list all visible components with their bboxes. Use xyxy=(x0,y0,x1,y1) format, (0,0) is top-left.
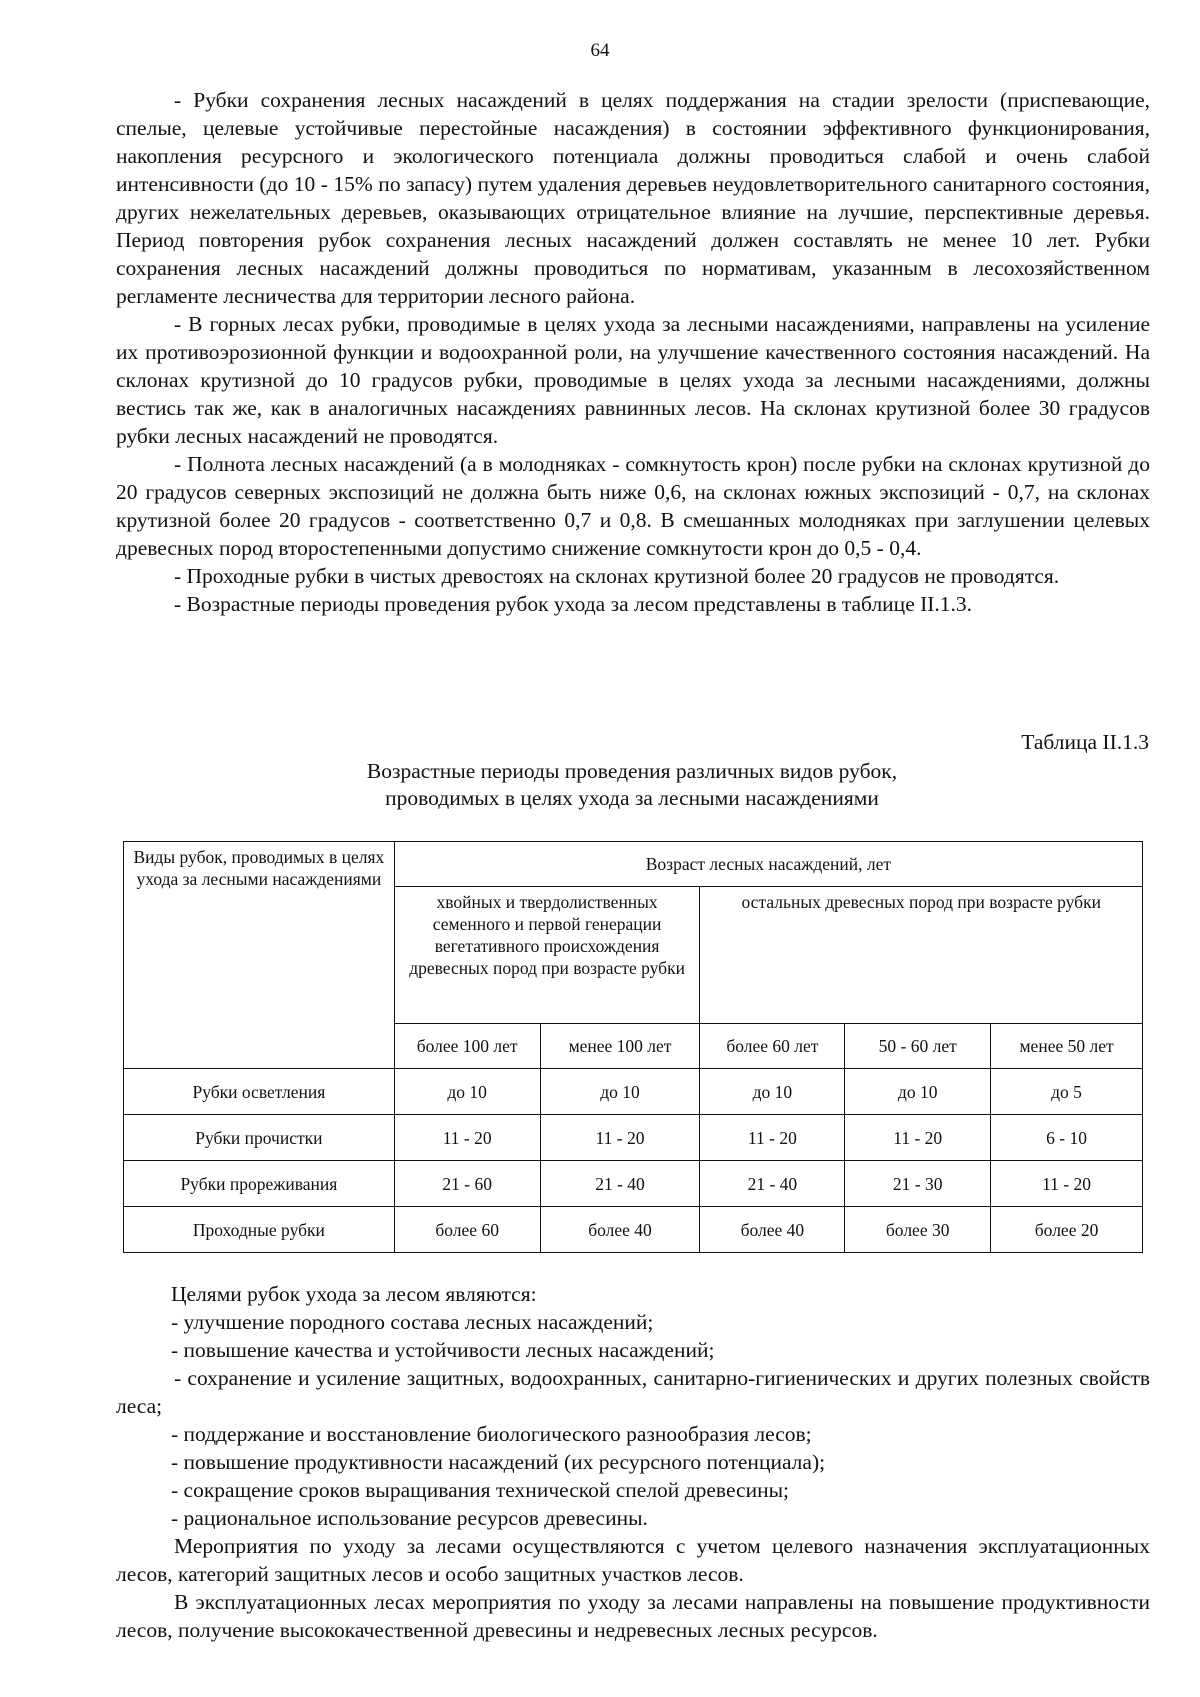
row-name-cell: Рубки прочистки xyxy=(124,1115,395,1161)
table-cell: до 10 xyxy=(700,1069,845,1115)
age-periods-table xyxy=(123,841,1143,1253)
table-caption-line: проводимых в целях ухода за лесными насаждениями xyxy=(385,786,879,810)
table-cell: 11 - 20 xyxy=(991,1161,1143,1207)
table-header-row xyxy=(124,842,1143,887)
header-cell-type: Виды рубок, проводимых в целях ухода за лесными насаждениями xyxy=(124,842,395,1069)
paragraph: - Полнота лесных насаждений (а в молодняках - сомкнутость крон) после рубки на склонах крутизной до 20 градусов северных экспозиций не должна быть ниже 0,6, на склонах южных экспозиций - 0,7, на склонах крутизной более 20 градусов - соответственно 0,7 и 0,8. В смешанных молодняках при заглушении целевых древесных пород второстепенными допустимо снижение сомкнутости крон до 0,5 - 0,4. xyxy=(116,452,1150,560)
table-caption-line: Возрастные периоды проведения различных видов рубок, xyxy=(366,759,898,783)
body-text-top xyxy=(116,86,1150,618)
list-item: - сокращение сроков выращивания технической спелой древесины; xyxy=(171,1478,789,1502)
subheader-cell: более 100 лет xyxy=(394,1024,540,1069)
list-item: - улучшение породного состава лесных насаждений; xyxy=(171,1310,654,1334)
table-cell: 21 - 40 xyxy=(700,1161,845,1207)
list-item: - рациональное использование ресурсов древесины. xyxy=(171,1506,648,1530)
list-item: - сохранение и усиление защитных, водоохранных, санитарно-гигиенических и других полезных свойств леса; xyxy=(116,1366,1150,1418)
body-text-bottom xyxy=(116,1280,1150,1644)
table-row xyxy=(124,1207,1143,1253)
table-cell: 6 - 10 xyxy=(991,1115,1143,1161)
paragraph: - Возрастные периоды проведения рубок ухода за лесом представлены в таблице II.1.3. xyxy=(174,592,973,616)
table-cell: более 60 xyxy=(394,1207,540,1253)
row-name-cell: Проходные рубки xyxy=(124,1207,395,1253)
table-cell: до 10 xyxy=(540,1069,700,1115)
list-item: - поддержание и восстановление биологического разнообразия лесов; xyxy=(171,1422,812,1446)
table-caption xyxy=(0,758,1200,812)
table-cell: 21 - 40 xyxy=(540,1161,700,1207)
paragraph: В эксплуатационных лесах мероприятия по уходу за лесами направлены на повышение продуктивности лесов, получение высококачественной древесины и недревесных лесных ресурсов. xyxy=(116,1590,1150,1642)
page-number: 64 xyxy=(590,40,610,61)
table-cell: 11 - 20 xyxy=(394,1115,540,1161)
table-cell: до 5 xyxy=(991,1069,1143,1115)
table-row xyxy=(124,1161,1143,1207)
subheader-cell: 50 - 60 лет xyxy=(845,1024,991,1069)
table-label: Таблица II.1.3 xyxy=(1021,730,1149,754)
row-name-cell: Рубки осветления xyxy=(124,1069,395,1115)
row-name-cell: Рубки прореживания xyxy=(124,1161,395,1207)
paragraph: - В горных лесах рубки, проводимые в целях ухода за лесными насаждениями, направлены на усиление их противоэрозионной функции и водоохранной роли, на улучшение качественного состояния насаждений. На склонах крутизной до 10 градусов рубки, проводимые в целях ухода за лесными насаждениями, должны вестись так же, как в аналогичных насаждениях равнинных лесов. На склонах крутизной более 30 градусов рубки лесных насаждений не проводятся. xyxy=(116,312,1150,448)
table-cell: до 10 xyxy=(845,1069,991,1115)
paragraph: - Проходные рубки в чистых древостоях на склонах крутизной более 20 градусов не проводятся. xyxy=(174,564,1060,588)
list-item: - повышение качества и устойчивости лесных насаждений; xyxy=(171,1338,715,1362)
table-cell: до 10 xyxy=(394,1069,540,1115)
table-cell: более 40 xyxy=(540,1207,700,1253)
table-cell: 21 - 30 xyxy=(845,1161,991,1207)
subheader-cell: более 60 лет xyxy=(700,1024,845,1069)
table-cell: более 30 xyxy=(845,1207,991,1253)
table-row xyxy=(124,1069,1143,1115)
header-cell-group2: остальных древесных пород при возрасте рубки xyxy=(700,887,1143,1024)
table-cell: 11 - 20 xyxy=(540,1115,700,1161)
paragraph: Мероприятия по уходу за лесами осуществляются с учетом целевого назначения эксплуатационных лесов, категорий защитных лесов и особо защитных участков лесов. xyxy=(116,1534,1150,1586)
subheader-cell: менее 100 лет xyxy=(540,1024,700,1069)
table-row xyxy=(124,1115,1143,1161)
paragraph: Целями рубок ухода за лесом являются: xyxy=(171,1282,537,1306)
table-cell: 11 - 20 xyxy=(845,1115,991,1161)
subheader-cell: менее 50 лет xyxy=(991,1024,1143,1069)
table-cell: более 20 xyxy=(991,1207,1143,1253)
table-cell: более 40 xyxy=(700,1207,845,1253)
header-cell-group1: хвойных и твердолиственных семенного и первой генерации вегетативного происхождения древесных пород при возрасте рубки xyxy=(394,887,700,1024)
paragraph: - Рубки сохранения лесных насаждений в целях поддержания на стадии зрелости (приспевающие, спелые, целевые устойчивые перестойные насаждения) в состоянии эффективного функционирования, накопления ресурсного и экологического потенциала должны проводиться слабой и очень слабой интенсивности (до 10 - 15% по запасу) путем удаления деревьев неудовлетворительного санитарного состояния, других нежелательных деревьев, оказывающих отрицательное влияние на лучшие, перспективные деревья. Период повторения рубок сохранения лесных насаждений должен составлять не менее 10 лет. Рубки сохранения лесных насаждений должны проводиться по нормативам, указанным в лесохозяйственном регламенте лесничества для территории лесного района. xyxy=(116,88,1150,308)
list-item: - повышение продуктивности насаждений (их ресурсного потенциала); xyxy=(171,1450,826,1474)
table-cell: 11 - 20 xyxy=(700,1115,845,1161)
header-cell-age: Возраст лесных насаждений, лет xyxy=(394,842,1142,887)
table-cell: 21 - 60 xyxy=(394,1161,540,1207)
